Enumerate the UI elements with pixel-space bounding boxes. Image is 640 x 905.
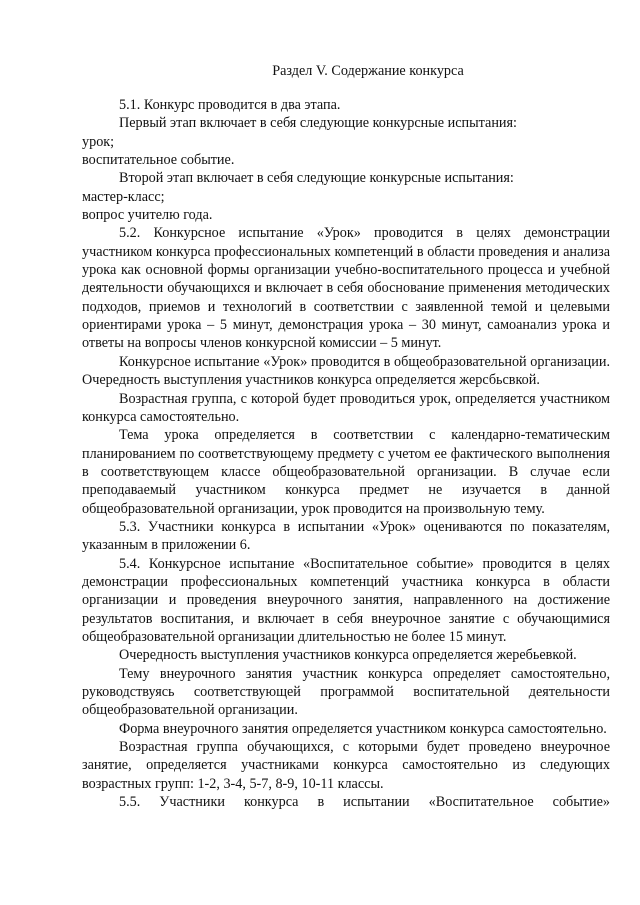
- paragraph-event-age-group: Возрастная группа обучающихся, с которыми будет проведено внеурочное занятие, определяется участниками конкурса самостоятельно из следующих возрастных групп: 1-2, 3-4, 5-7, 8-9, 10-11 классы.: [82, 739, 610, 792]
- first-stage-item-lesson: урок;: [82, 133, 115, 150]
- stage-count-line: 5.1. Конкурс проводится в два этапа.: [119, 97, 341, 113]
- paragraph-event-form: Форма внеурочного занятия определяется участником конкурса самостоятельно.: [119, 720, 607, 737]
- paragraph-5-3: 5.3. Участники конкурса в испытании «Урок» оцениваются по показателям, указанным в приложении 6.: [82, 518, 610, 554]
- paragraph-5-5: 5.5. Участники конкурса в испытании «Воспитательное событие»: [119, 794, 610, 811]
- first-stage-item-event: воспитательное событие.: [82, 152, 235, 169]
- paragraph-event-topic: Тему внеурочного занятия участник конкурса определяет самостоятельно, руководствуясь соответствующей программой воспитательной деятельности общеобразовательной организации.: [82, 665, 610, 719]
- first-stage-intro-line: Первый этап включает в себя следующие конкурсные испытания:: [119, 115, 517, 132]
- paragraph-lesson-age-group: Возрастная группа, с которой будет проводиться урок, определяется участником конкурса самостоятельно.: [82, 390, 610, 425]
- second-stage-intro-line: Второй этап включает в себя следующие конкурсные испытания:: [119, 170, 514, 187]
- paragraph-lesson-location: Конкурсное испытание «Урок» проводится в общеобразовательной организации. Очередность выступления участников конкурса определяется жерсбьсвкой.: [82, 353, 610, 389]
- second-stage-item-question: вопрос учителю года.: [82, 207, 213, 224]
- document-body: [82, 96, 610, 811]
- second-stage-item-masterclass: мастер-класс;: [82, 188, 165, 205]
- paragraph-lesson-topic: Тема урока определяется в соответствии с календарно-тематическим планированием по соответствующему предмету с учетом ее фактического выполнения в соответствующем классе общеобразовательной организации. В случае если преподаваемый участником конкурса предмет не изучается в данной общеобразовательной организации, урок проводится на произвольную тему.: [82, 427, 610, 517]
- section-title: Раздел V. Содержание конкурса: [272, 63, 464, 79]
- paragraph-5-2: 5.2. Конкурсное испытание «Урок» проводится в целях демонстрации участником конкурса профессиональных компетенций в области проведения и анализа урока как основной формы организации учебно-воспитательного процесса и учебной деятельности обучающихся и включает в себя обоснование применения методических подходов, приемов и технологий в соответствии с заявленной темой и целевыми ориентирами урока – 5 минут, демонстрация урока – 30 минут, самоанализ урока и ответы на вопросы членов конкурсной комиссии – 5 минут.: [82, 225, 610, 352]
- paragraph-event-order: Очередность выступления участников конкурса определяется жеребьевкой.: [119, 647, 577, 664]
- paragraph-5-4: 5.4. Конкурсное испытание «Воспитательное событие» проводится в целях демонстрации профессиональных компетенций участника конкурса в области организации и проведения внеурочного занятия, направленного на достижение результатов воспитания, и включает в себя внеурочное занятие с обучающимися общеобразовательной организации длительностью не более 15 минут.: [82, 555, 610, 645]
